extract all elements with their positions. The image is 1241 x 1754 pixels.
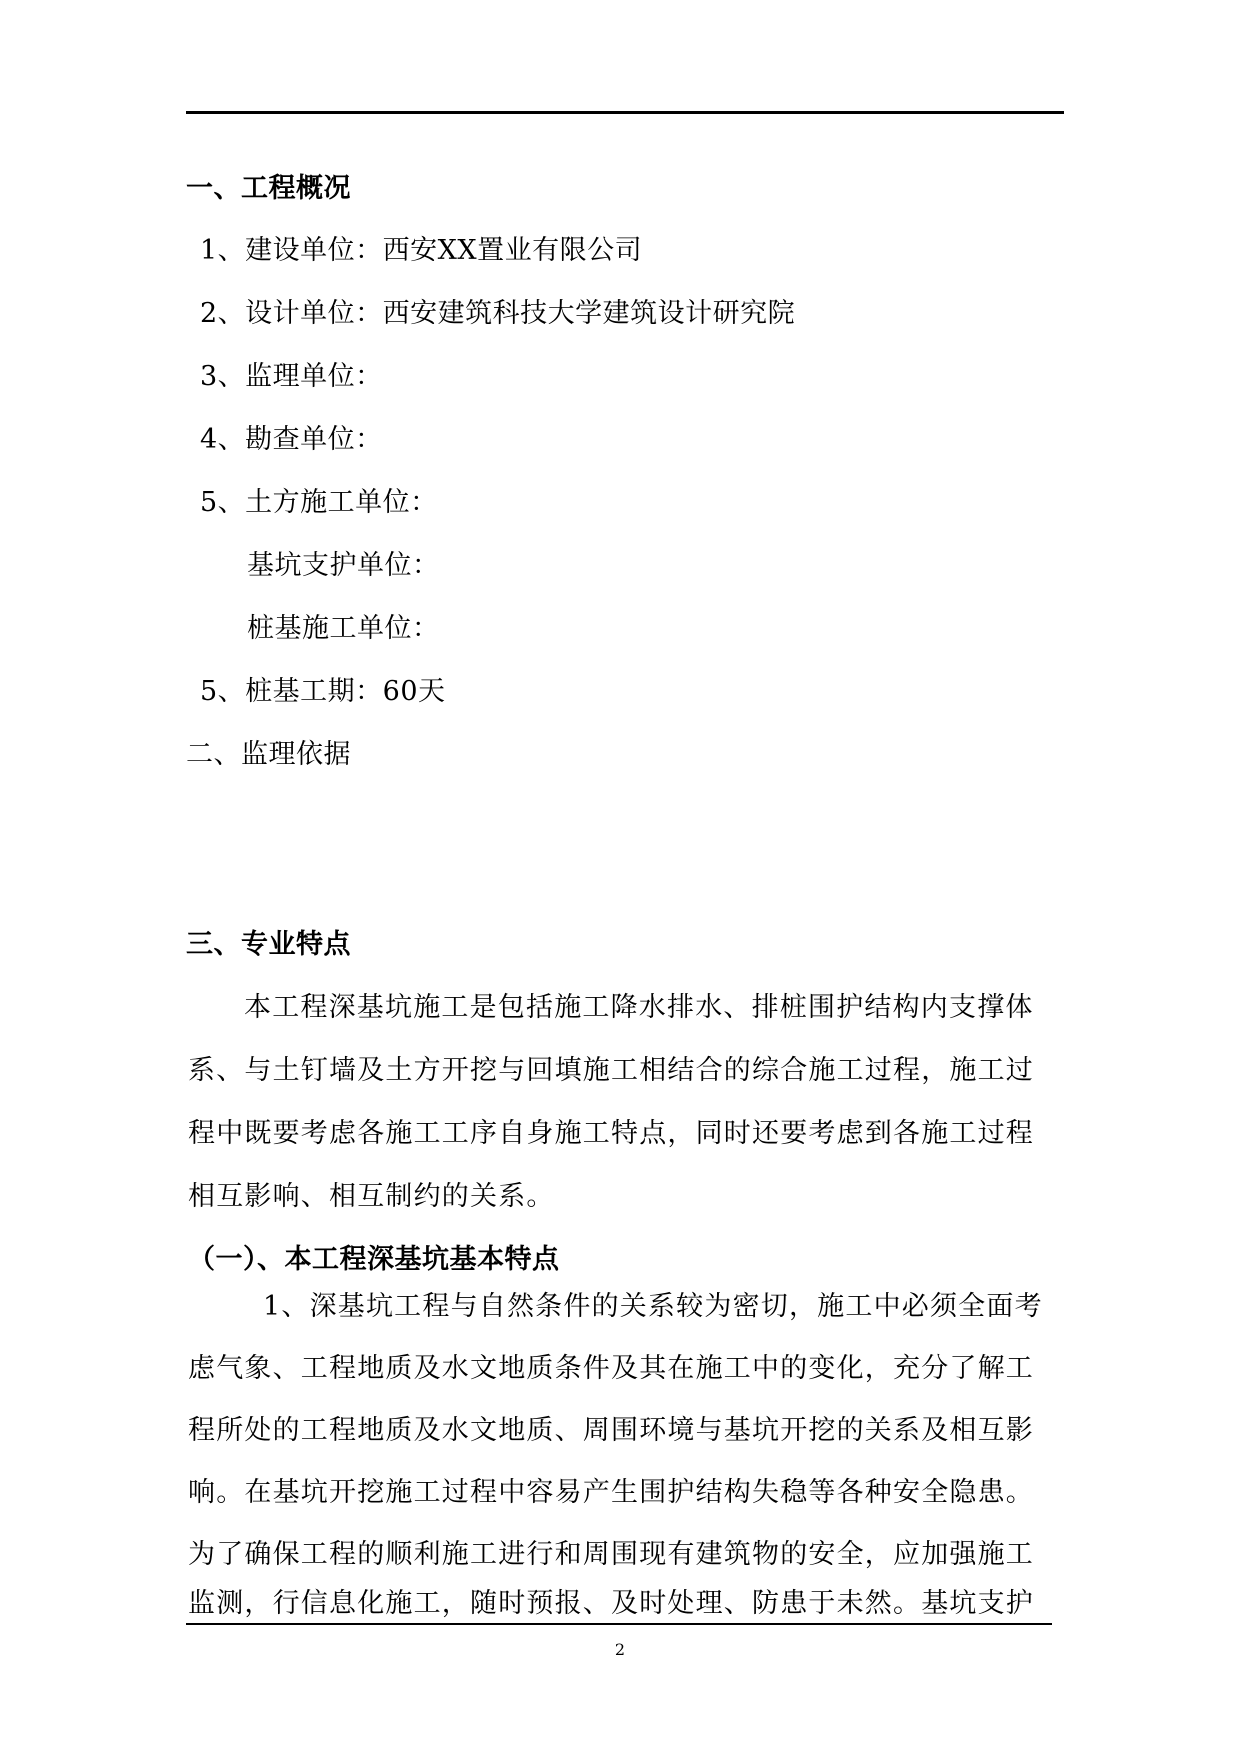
item-pit-support-unit: 基坑支护单位：: [247, 550, 440, 581]
paragraph-line: 虑气象、工程地质及水文地质条件及其在施工中的变化，充分了解工: [188, 1353, 1034, 1384]
section-3-heading: 三、专业特点: [186, 929, 351, 960]
footer-rule: [186, 1623, 1052, 1625]
subsection-heading: （一）、本工程深基坑基本特点: [188, 1244, 560, 1275]
paragraph-line: 响。在基坑开挖施工过程中容易产生围护结构失稳等各种安全隐患。: [188, 1477, 1034, 1508]
item-pile-duration: 5、桩基工期：60天: [200, 676, 446, 707]
section-2-heading: 二、监理依据: [186, 739, 351, 770]
paragraph-line: 1、深基坑工程与自然条件的关系较为密切，施工中必须全面考: [263, 1291, 1043, 1322]
item-earthwork-unit: 5、土方施工单位：: [200, 487, 438, 518]
item-construction-unit: 1、建设单位：西安XX置业有限公司: [200, 235, 643, 266]
paragraph-line: 系、与土钉墙及土方开挖与回填施工相结合的综合施工过程，施工过: [188, 1055, 1034, 1086]
paragraph-line: 监测，行信息化施工，随时预报、及时处理、防患于未然。基坑支护: [188, 1588, 1034, 1619]
item-supervision-unit: 3、监理单位：: [200, 361, 383, 392]
item-design-unit: 2、设计单位：西安建筑科技大学建筑设计研究院: [200, 298, 796, 329]
section-1-heading: 一、工程概况: [186, 173, 351, 204]
paragraph-line: 为了确保工程的顺利施工进行和周围现有建筑物的安全，应加强施工: [188, 1539, 1034, 1570]
page-number: 2: [614, 1640, 626, 1659]
item-survey-unit: 4、勘查单位：: [200, 424, 383, 455]
paragraph-line: 本工程深基坑施工是包括施工降水排水、排桩围护结构内支撑体: [244, 992, 1034, 1023]
paragraph-line: 相互影响、相互制约的关系。: [188, 1181, 555, 1212]
item-pile-foundation-unit: 桩基施工单位：: [247, 613, 440, 644]
paragraph-line: 程中既要考虑各施工工序自身施工特点，同时还要考虑到各施工过程: [188, 1118, 1034, 1149]
paragraph-line: 程所处的工程地质及水文地质、周围环境与基坑开挖的关系及相互影: [188, 1415, 1034, 1446]
header-rule: [186, 111, 1064, 114]
